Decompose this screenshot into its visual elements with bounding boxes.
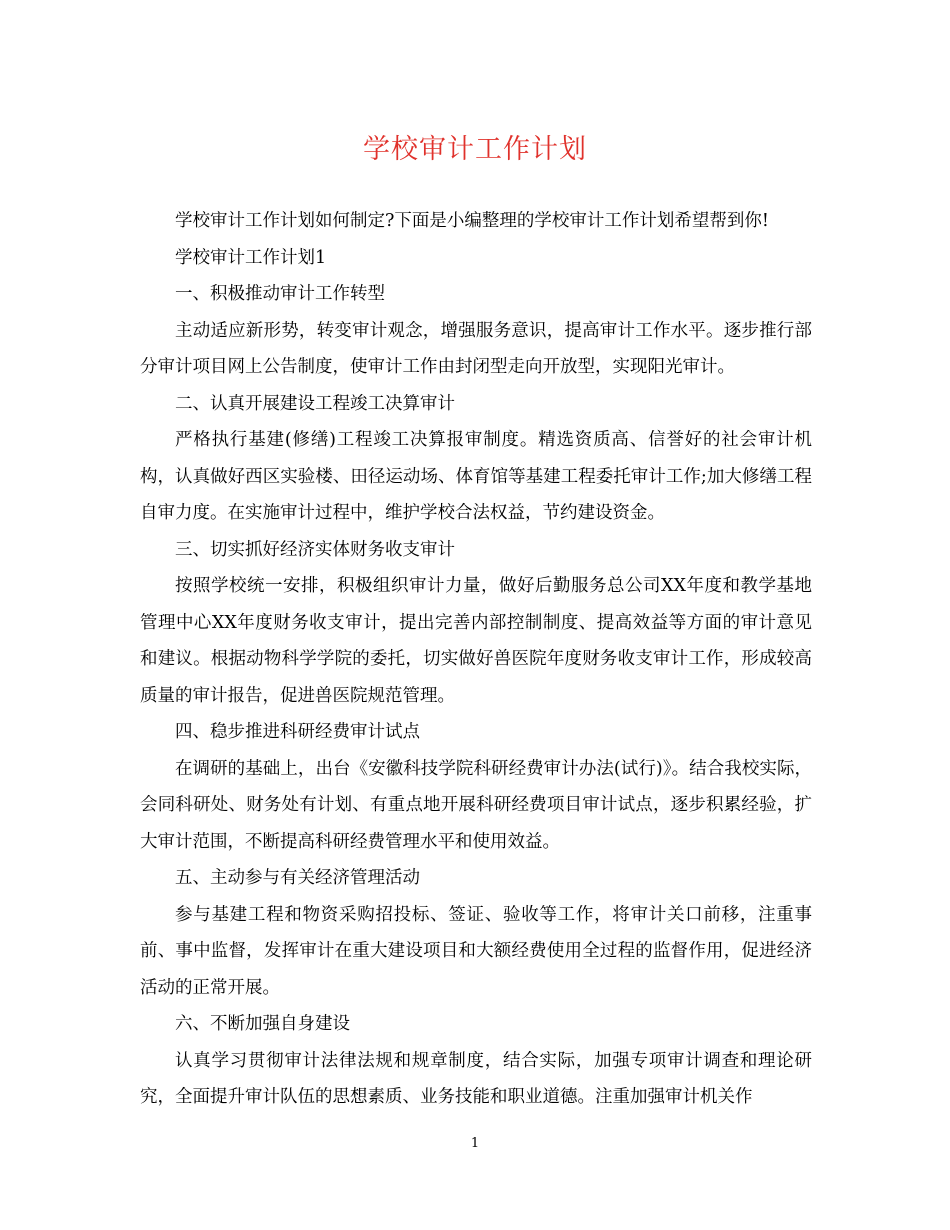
section-heading-2: 二、认真开展建设工程竣工决算审计	[175, 393, 455, 414]
document-title: 学校审计工作计划	[363, 134, 587, 165]
section-heading-1: 一、积极推动审计工作转型	[175, 284, 385, 304]
page-number: 1	[470, 1136, 480, 1151]
section-heading-4: 四、稳步推进科研经费审计试点	[175, 722, 420, 742]
plan-subtitle: 学校审计工作计划1	[175, 247, 327, 268]
section-paragraph-5: 参与基建工程和物资采购招投标、签证、验收等工作，将审计关口前移，注重事前、事中监督，发挥审计在重大建设项目和大额经费使用全过程的监督作用，促进经济活动的正常开展。	[140, 904, 812, 998]
section-heading-6: 六、不断加强自身建设	[175, 1014, 350, 1034]
intro-paragraph: 学校审计工作计划如何制定?下面是小编整理的学校审计工作计划希望帮到你!	[175, 211, 769, 231]
document-body	[140, 203, 812, 1116]
section-paragraph-6: 认真学习贯彻审计法律法规和规章制度，结合实际，加强专项审计调查和理论研究，全面提升审计队伍的思想素质、业务技能和职业道德。注重加强审计机关作	[140, 1050, 812, 1107]
section-paragraph-4: 在调研的基础上，出台《安徽科技学院科研经费审计办法(试行)》。结合我校实际，会同科研处、财务处有计划、有重点地开展科研经费项目审计试点，逐步积累经验，扩大审计范围，不断提高科研经费管理水平和使用效益。	[140, 758, 812, 852]
section-paragraph-1: 主动适应新形势，转变审计观念，增强服务意识，提高审计工作水平。逐步推行部分审计项目网上公告制度，使审计工作由封闭型走向开放型，实现阳光审计。	[140, 320, 812, 377]
section-heading-5: 五、主动参与有关经济管理活动	[175, 868, 420, 888]
section-heading-3: 三、切实抓好经济实体财务收支审计	[175, 539, 455, 560]
section-paragraph-2: 严格执行基建(修缮)工程竣工决算报审制度。精选资质高、信誉好的社会审计机构，认真做好西区实验楼、田径运动场、体育馆等基建工程委托审计工作;加大修缮工程自审力度。在实施审计过程中，维护学校合法权益，节约建设资金。	[140, 430, 812, 523]
section-paragraph-3: 按照学校统一安排，积极组织审计力量，做好后勤服务总公司XX年度和教学基地管理中心XX年度财务收支审计，提出完善内部控制制度、提高效益等方面的审计意见和建议。根据动物科学学院的委托，切实做好兽医院年度财务收支审计工作，形成较高质量的审计报告，促进兽医院规范管理。	[140, 576, 812, 706]
